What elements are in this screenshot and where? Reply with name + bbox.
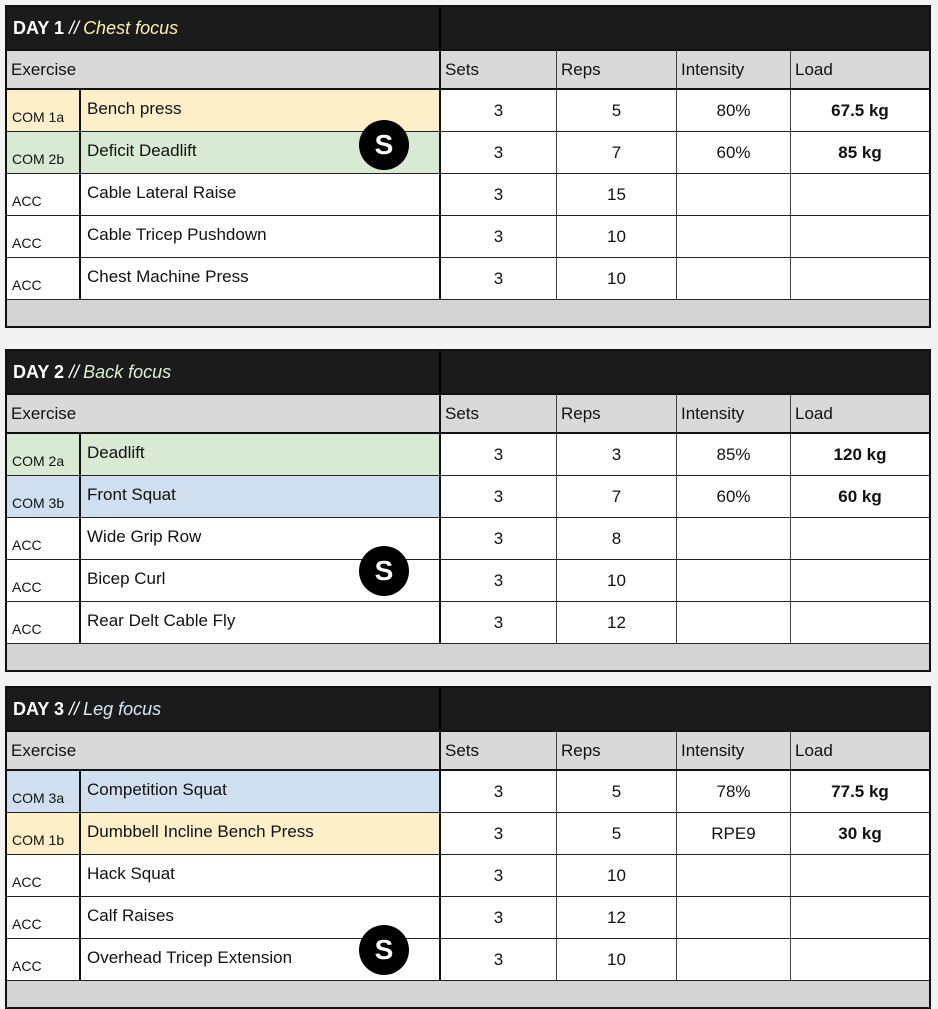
load-value: 67.5 kg: [831, 100, 889, 120]
intensity-value: [677, 855, 791, 896]
reps-value: 5: [557, 90, 677, 131]
title-filler: [441, 351, 929, 393]
intensity-value: [677, 174, 791, 215]
exercise-name: Cable Tricep Pushdown: [81, 216, 441, 257]
day-title: [7, 7, 441, 49]
load-value: [791, 602, 929, 643]
brand-logo: S: [359, 546, 409, 596]
day-title: [7, 688, 441, 730]
header-intensity: Intensity: [677, 395, 791, 432]
day-title-separator: //: [69, 17, 80, 38]
exercise-name: Bench press: [81, 90, 441, 131]
exercise-name: Wide Grip Row: [81, 518, 441, 559]
brand-logo: S: [359, 925, 409, 975]
intensity-value: [677, 897, 791, 938]
reps-value: 5: [557, 813, 677, 854]
day-section: [5, 686, 931, 1009]
intensity-value: [677, 258, 791, 299]
load-value: [791, 216, 929, 257]
header-exercise: Exercise: [7, 395, 441, 432]
exercise-code: ACC: [7, 855, 81, 896]
day-label: DAY 1: [13, 17, 65, 38]
sets-value: 3: [441, 771, 557, 812]
intensity-value: [677, 602, 791, 643]
sets-value: 3: [441, 855, 557, 896]
exercise-row: [7, 934, 929, 981]
exercise-code: ACC: [7, 602, 81, 643]
load-value: [791, 518, 929, 559]
brand-logo: S: [359, 120, 409, 170]
column-header-row: [7, 732, 929, 771]
exercise-row: [7, 813, 929, 855]
sets-value: 3: [441, 258, 557, 299]
exercise-row: [7, 476, 929, 518]
exercise-code: ACC: [7, 174, 81, 215]
header-load: Load: [795, 740, 833, 760]
exercise-code: COM 3a: [7, 771, 81, 812]
exercise-row: [7, 771, 929, 813]
exercise-code: ACC: [7, 258, 81, 299]
title-filler: [441, 688, 929, 730]
day-title-row: [7, 351, 929, 395]
reps-value: 12: [557, 897, 677, 938]
exercise-name: Rear Delt Cable Fly: [81, 602, 441, 643]
intensity-value: [677, 518, 791, 559]
day-title: [7, 351, 441, 393]
header-exercise: Exercise: [7, 732, 441, 769]
load-value: [791, 560, 929, 601]
reps-value: 7: [557, 476, 677, 517]
column-header-row: [7, 51, 929, 90]
header-load: Load: [795, 403, 833, 423]
load-value: [791, 897, 929, 938]
day-title-row: [7, 7, 929, 51]
header-reps: Reps: [557, 395, 677, 432]
day-section: [5, 5, 931, 328]
header-exercise: Exercise: [7, 51, 441, 88]
exercise-row: [7, 129, 929, 174]
exercise-code: ACC: [7, 939, 81, 980]
day-footer-bar: [7, 644, 929, 670]
load-value: [791, 174, 929, 215]
exercise-row: [7, 174, 929, 216]
sets-value: 3: [441, 216, 557, 257]
load-value: [791, 855, 929, 896]
exercise-name: Chest Machine Press: [81, 258, 441, 299]
exercise-code: ACC: [7, 560, 81, 601]
reps-value: 10: [557, 855, 677, 896]
day-footer-bar: [7, 300, 929, 326]
reps-value: 12: [557, 602, 677, 643]
reps-value: 10: [557, 216, 677, 257]
reps-value: 10: [557, 258, 677, 299]
intensity-value: 80%: [677, 90, 791, 131]
load-value: [791, 258, 929, 299]
intensity-value: [677, 939, 791, 980]
day-label: DAY 3: [13, 698, 65, 719]
exercise-code: ACC: [7, 216, 81, 257]
reps-value: 7: [557, 132, 677, 173]
header-load: Load: [795, 59, 833, 79]
sets-value: 3: [441, 434, 557, 475]
column-header-row: [7, 395, 929, 434]
exercise-row: [7, 602, 929, 644]
sets-value: 3: [441, 476, 557, 517]
exercise-code: COM 1a: [7, 90, 81, 131]
title-filler: [441, 7, 929, 49]
exercise-name: Dumbbell Incline Bench Press: [81, 813, 441, 854]
reps-value: 3: [557, 434, 677, 475]
sets-value: 3: [441, 602, 557, 643]
exercise-name: Competition Squat: [81, 771, 441, 812]
exercise-row: [7, 855, 929, 897]
sets-value: 3: [441, 813, 557, 854]
exercise-row: [7, 555, 929, 602]
day-footer-bar: [7, 981, 929, 1007]
exercise-code: COM 2b: [7, 132, 81, 173]
exercise-name: Bicep Curl: [81, 560, 441, 601]
header-intensity: Intensity: [677, 732, 791, 769]
intensity-value: 60%: [677, 132, 791, 173]
sets-value: 3: [441, 560, 557, 601]
reps-value: 10: [557, 560, 677, 601]
exercise-name: Deficit Deadlift: [81, 132, 441, 173]
day-label: DAY 2: [13, 361, 65, 382]
exercise-code: ACC: [7, 897, 81, 938]
reps-value: 8: [557, 518, 677, 559]
header-reps: Reps: [557, 732, 677, 769]
exercise-row: [7, 258, 929, 300]
load-value: 60 kg: [838, 486, 882, 506]
load-value: 77.5 kg: [831, 781, 889, 801]
exercise-name: Cable Lateral Raise: [81, 174, 441, 215]
sets-value: 3: [441, 90, 557, 131]
intensity-value: [677, 216, 791, 257]
day-section: [5, 349, 931, 672]
exercise-name: Deadlift: [81, 434, 441, 475]
header-sets: Sets: [441, 51, 557, 88]
exercise-code: COM 2a: [7, 434, 81, 475]
header-intensity: Intensity: [677, 51, 791, 88]
intensity-value: 60%: [677, 476, 791, 517]
exercise-code: COM 3b: [7, 476, 81, 517]
reps-value: 10: [557, 939, 677, 980]
day-title-separator: //: [69, 361, 80, 382]
day-focus: Leg focus: [83, 698, 162, 719]
exercise-code: ACC: [7, 518, 81, 559]
sets-value: 3: [441, 897, 557, 938]
load-value: 85 kg: [838, 142, 882, 162]
day-focus: Back focus: [83, 361, 172, 382]
exercise-row: [7, 897, 929, 939]
intensity-value: 78%: [677, 771, 791, 812]
sets-value: 3: [441, 518, 557, 559]
exercise-row: [7, 434, 929, 476]
header-sets: Sets: [441, 395, 557, 432]
header-reps: Reps: [557, 51, 677, 88]
exercise-code: COM 1b: [7, 813, 81, 854]
exercise-row: [7, 90, 929, 132]
load-value: [791, 939, 929, 980]
exercise-name: Hack Squat: [81, 855, 441, 896]
sets-value: 3: [441, 174, 557, 215]
exercise-name: Calf Raises: [81, 897, 441, 938]
exercise-name: Front Squat: [81, 476, 441, 517]
intensity-value: RPE9: [677, 813, 791, 854]
sets-value: 3: [441, 939, 557, 980]
exercise-name: Overhead Tricep Extension: [81, 939, 441, 980]
day-focus: Chest focus: [83, 17, 179, 38]
header-sets: Sets: [441, 732, 557, 769]
intensity-value: 85%: [677, 434, 791, 475]
load-value: 120 kg: [833, 444, 887, 464]
reps-value: 15: [557, 174, 677, 215]
intensity-value: [677, 560, 791, 601]
load-value: 30 kg: [838, 823, 882, 843]
day-title-row: [7, 688, 929, 732]
day-title-separator: //: [69, 698, 80, 719]
sets-value: 3: [441, 132, 557, 173]
exercise-row: [7, 518, 929, 560]
reps-value: 5: [557, 771, 677, 812]
exercise-row: [7, 216, 929, 258]
